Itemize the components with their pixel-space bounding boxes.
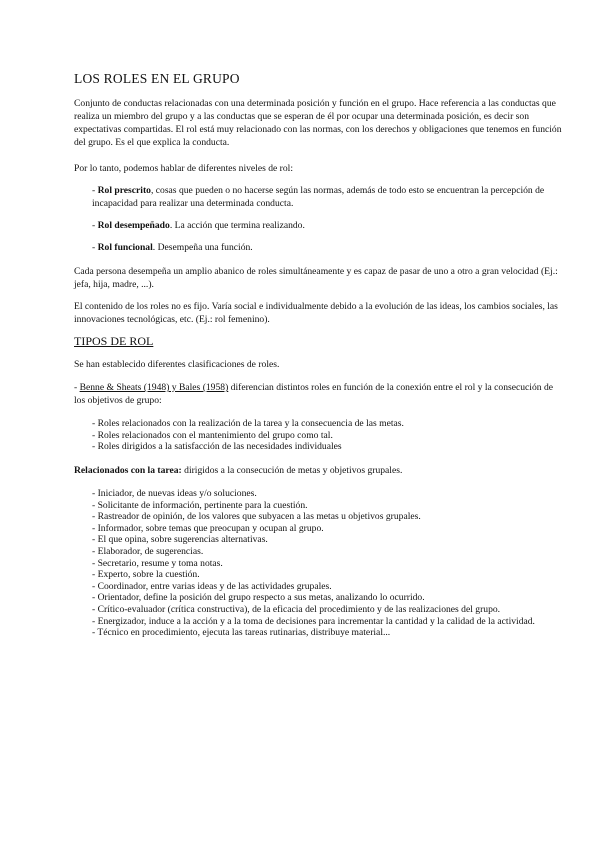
section-title: TIPOS DE ROL (74, 334, 154, 348)
types-intro: Se han establecido diferentes clasificaciones de roles. (74, 359, 280, 370)
list-item: - Crítico-evaluador (crítica constructiva), de la eficacia del procedimiento y de las realizaciones del grupo. (92, 603, 501, 615)
list-item: - Solicitante de información, pertinente para la cuestión. (92, 499, 308, 511)
level-term: Rol funcional (97, 242, 153, 253)
levels-intro: Por lo tanto, podemos hablar de diferentes niveles de rol: (74, 163, 293, 174)
role-groups-list (92, 418, 564, 453)
list-item: - Experto, sobre la cuestión. (92, 569, 200, 581)
task-heading (74, 464, 564, 477)
list-item: - Rastreador de opinión, de los valores que subyacen a las metas u objetivos grupales. (92, 511, 421, 523)
level-term: Rol prescrito (97, 185, 151, 196)
task-label: Relacionados con la tarea: (74, 465, 182, 476)
level-prescrito (92, 184, 564, 210)
authors-text: diferencian distintos roles en función de la conexión entre el rol y la consecución de los objetivos de grupo: (74, 382, 554, 406)
level-prefix: - (92, 220, 98, 231)
list-item: - Técnico en procedimiento, ejecuta las tareas rutinarias, distribuye material... (92, 627, 391, 639)
level-prefix: - (92, 242, 98, 253)
level-term: Rol desempeñado (97, 220, 170, 231)
list-item: - Roles relacionados con la realización de la tarea y la consecuencia de las metas. (92, 418, 404, 429)
list-item: - Coordinador, entre varias ideas y de las actividades grupales. (92, 580, 332, 592)
level-text: . La acción que termina realizando. (169, 220, 305, 231)
list-item: - Informador, sobre temas que preocupan y ocupan al grupo. (92, 522, 324, 534)
content-paragraph: El contenido de los roles no es fijo. Varía social e individualmente debido a la evolución de las ideas, los cambios sociales, las innovaciones tecnológicas, etc. (Ej.: rol femenino). (74, 301, 558, 325)
list-item: - Roles dirigidos a la satisfacción de las necesidades individuales (92, 441, 342, 453)
level-desempenado (92, 219, 564, 232)
list-item: - Roles relacionados con el mantenimiento del grupo como tal. (92, 429, 333, 441)
list-item: - Secretario, resume y toma notas. (92, 557, 223, 569)
level-funcional (92, 241, 564, 254)
authors-prefix: - (74, 382, 80, 393)
intro-paragraph: Conjunto de conductas relacionadas con una determinada posición y función en el grupo. Hace referencia a las conductas que realiza un miembro del grupo y a las conductas que se esperan de él por ocupar una determinada posición, es decir son expectativas compartidas. El rol está muy relacionado con las normas, con los derechos y obligaciones que tenemos en función del grupo. Es el que explica la conducta. (74, 98, 562, 148)
list-item: - El que opina, sobre sugerencias alternativas. (92, 534, 268, 546)
list-item: - Energizador, induce a la acción y a la toma de decisiones para incrementar la cantidad y la calidad de la actividad. (92, 615, 535, 627)
list-item: - Iniciador, de nuevas ideas y/o soluciones. (92, 488, 257, 499)
task-text: dirigidos a la consecución de metas y objetivos grupales. (181, 465, 403, 476)
list-item: - Elaborador, de sugerencias. (92, 545, 204, 557)
document-title: LOS ROLES EN EL GRUPO (74, 71, 240, 86)
authors-reference: Benne & Sheats (1948) y Bales (1958) (79, 382, 229, 393)
level-text: . Desempeña una función. (152, 242, 253, 253)
range-paragraph: Cada persona desempeña un amplio abanico de roles simultáneamente y es capaz de pasar de uno a otro a gran velocidad (Ej.: jefa, hija, madre, ...). (74, 266, 558, 290)
level-text: , cosas que pueden o no hacerse según las normas, además de todo esto se encuentran la percepción de incapacidad para realizar una determinada conducta. (92, 185, 545, 209)
task-roles-list (92, 488, 564, 639)
list-item: - Orientador, define la posición del grupo respecto a sus metas, analizando lo ocurrido. (92, 592, 425, 604)
level-prefix: - (92, 185, 98, 196)
authors-paragraph (74, 381, 564, 407)
